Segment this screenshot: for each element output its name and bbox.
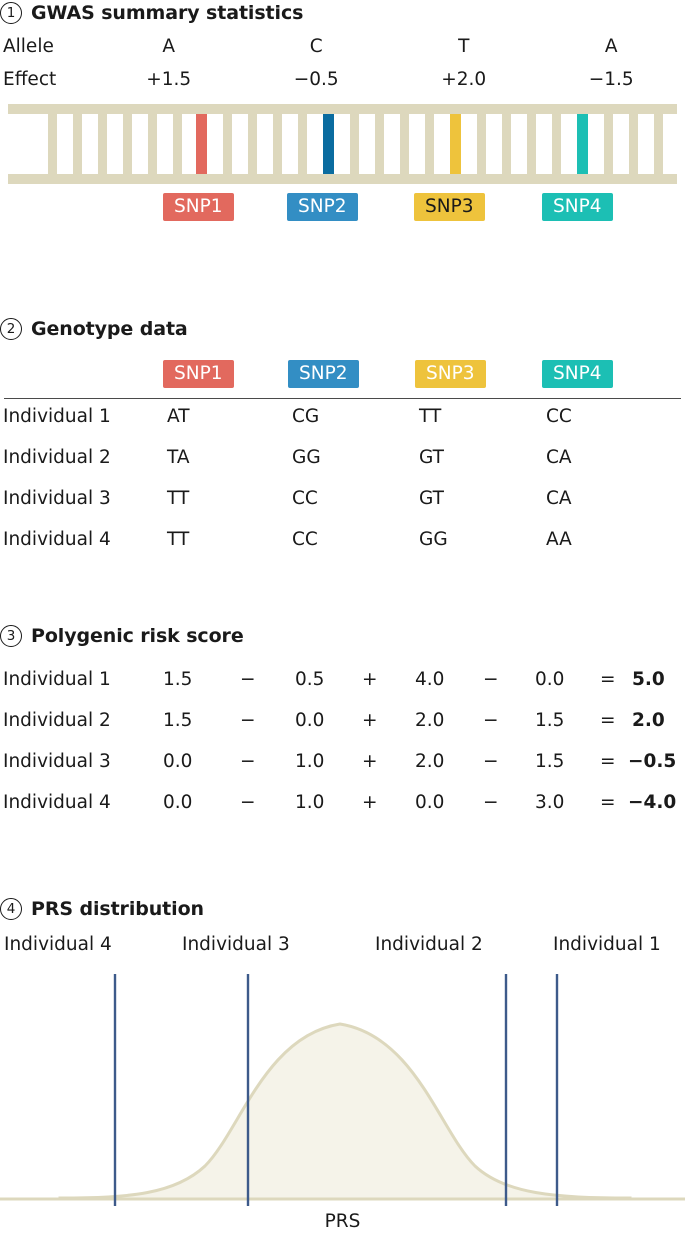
distribution-marker-label: Individual 1 — [553, 934, 661, 955]
prs-row — [0, 784, 685, 825]
dna-rung — [73, 114, 82, 174]
distribution-marker-label: Individual 3 — [182, 934, 290, 955]
dna-rung-snp3 — [450, 114, 461, 174]
allele-row-label: Allele — [3, 36, 54, 57]
section-2-header — [0, 318, 685, 340]
row-label: Individual 1 — [3, 406, 111, 427]
column-header-snp1: SNP1 — [163, 360, 234, 388]
distribution-marker-label: Individual 2 — [375, 934, 483, 955]
section-genotype-data — [0, 318, 685, 563]
dna-rung — [629, 114, 638, 174]
dna-rung — [223, 114, 232, 174]
dna-rung — [552, 114, 561, 174]
effect-value: −0.5 — [293, 69, 339, 90]
prs-term: 4.0 — [415, 669, 445, 690]
genotype-cell: TT — [419, 406, 442, 427]
x-axis-label: PRS — [324, 1211, 361, 1232]
density-curve — [60, 1024, 630, 1199]
row-label: Individual 1 — [3, 669, 111, 690]
column-header-snp2: SNP2 — [288, 360, 359, 388]
allele-value: C — [309, 36, 323, 57]
row-label: Individual 2 — [3, 447, 111, 468]
genotype-cell: TT — [167, 529, 190, 550]
dna-rung-snp4 — [577, 114, 588, 174]
prs-term: 2.0 — [415, 751, 445, 772]
dna-rung — [148, 114, 157, 174]
prs-term: 0.0 — [535, 669, 565, 690]
prs-term: 1.5 — [535, 751, 565, 772]
effect-value: +2.0 — [441, 69, 487, 90]
genotype-cell: TT — [167, 488, 190, 509]
prs-equals: = — [600, 669, 616, 690]
dna-backbone-top — [8, 104, 677, 114]
prs-term: 1.5 — [535, 710, 565, 731]
section-1-title: GWAS summary statistics — [31, 2, 304, 24]
dna-rung — [248, 114, 257, 174]
prs-operator: + — [362, 792, 378, 813]
allele-value: A — [604, 36, 618, 57]
dna-rung — [173, 114, 182, 174]
prs-operator: − — [240, 792, 256, 813]
genotype-table-header — [0, 360, 685, 392]
effect-value: −1.5 — [588, 69, 634, 90]
prs-row — [0, 743, 685, 784]
snp-tag-snp4: SNP4 — [542, 193, 613, 221]
dna-rung — [527, 114, 536, 174]
prs-equals: = — [600, 751, 616, 772]
genotype-cell: AA — [546, 529, 572, 550]
prs-term: 0.5 — [295, 669, 325, 690]
prs-equals: = — [600, 792, 616, 813]
table-row — [0, 481, 685, 522]
prs-operator: − — [240, 669, 256, 690]
prs-term: 0.0 — [163, 792, 193, 813]
genotype-cell: CC — [546, 406, 572, 427]
dna-rung — [273, 114, 282, 174]
prs-total: 2.0 — [632, 710, 665, 731]
prs-operator: + — [362, 710, 378, 731]
genotype-cell: CA — [546, 488, 572, 509]
section-number-2: 2 — [0, 318, 22, 340]
section-3-header — [0, 625, 685, 647]
prs-term: 2.0 — [415, 710, 445, 731]
dna-rung — [123, 114, 132, 174]
prs-term: 0.0 — [163, 751, 193, 772]
dna-rung — [48, 114, 57, 174]
dna-rung — [400, 114, 409, 174]
dna-rung — [654, 114, 663, 174]
section-4-header — [0, 898, 685, 920]
dna-rung — [502, 114, 511, 174]
prs-term: 1.0 — [295, 792, 325, 813]
prs-distribution-chart — [0, 934, 685, 1234]
prs-term: 3.0 — [535, 792, 565, 813]
prs-operator: − — [483, 751, 499, 772]
row-label: Individual 3 — [3, 751, 111, 772]
table-row — [0, 522, 685, 563]
section-2-title: Genotype data — [31, 318, 188, 340]
genotype-cell: CG — [292, 406, 320, 427]
column-header-snp3: SNP3 — [415, 360, 486, 388]
genotype-cell: GG — [419, 529, 448, 550]
genotype-cell: GG — [292, 447, 321, 468]
table-row — [0, 399, 685, 440]
row-label: Individual 4 — [3, 529, 111, 550]
prs-term: 0.0 — [415, 792, 445, 813]
prs-operator: − — [240, 710, 256, 731]
prs-row — [0, 702, 685, 743]
prs-term: 1.5 — [163, 669, 193, 690]
row-label: Individual 2 — [3, 710, 111, 731]
effect-row — [0, 69, 685, 90]
genotype-cell: CA — [546, 447, 572, 468]
dna-rung — [375, 114, 384, 174]
section-4-title: PRS distribution — [31, 898, 204, 920]
snp-tag-row — [0, 193, 685, 227]
table-row — [0, 440, 685, 481]
prs-operator: + — [362, 751, 378, 772]
prs-term: 1.0 — [295, 751, 325, 772]
genotype-cell: GT — [419, 488, 444, 509]
allele-row — [0, 36, 685, 57]
prs-total: 5.0 — [632, 669, 665, 690]
section-number-1: 1 — [0, 2, 22, 24]
prs-total: −0.5 — [628, 751, 677, 772]
prs-term: 0.0 — [295, 710, 325, 731]
snp-tag-snp1: SNP1 — [163, 193, 234, 221]
section-number-3: 3 — [0, 625, 22, 647]
section-3-title: Polygenic risk score — [31, 625, 244, 647]
genotype-cell: CC — [292, 529, 318, 550]
dna-rung — [604, 114, 613, 174]
column-header-snp4: SNP4 — [542, 360, 613, 388]
prs-equals: = — [600, 710, 616, 731]
distribution-marker-label: Individual 4 — [4, 934, 112, 955]
effect-value: +1.5 — [146, 69, 192, 90]
section-gwas-summary — [0, 2, 685, 227]
effect-row-label: Effect — [3, 69, 57, 90]
section-polygenic-risk-score — [0, 625, 685, 825]
row-label: Individual 3 — [3, 488, 111, 509]
prs-operator: + — [362, 669, 378, 690]
prs-operator: − — [483, 792, 499, 813]
snp-tag-snp3: SNP3 — [414, 193, 485, 221]
genotype-cell: GT — [419, 447, 444, 468]
section-1-header — [0, 2, 685, 24]
allele-value: A — [162, 36, 176, 57]
prs-term: 1.5 — [163, 710, 193, 731]
prs-total: −4.0 — [628, 792, 677, 813]
dna-strip-diagram — [0, 104, 685, 184]
dna-rung — [350, 114, 359, 174]
section-number-4: 4 — [0, 898, 22, 920]
section-prs-distribution — [0, 898, 685, 1234]
prs-row — [0, 661, 685, 702]
dna-rung-snp1 — [196, 114, 207, 174]
dna-rung — [298, 114, 307, 174]
genotype-cell: TA — [167, 447, 190, 468]
genotype-cell: CC — [292, 488, 318, 509]
dna-backbone-bottom — [8, 174, 677, 184]
prs-operator: − — [240, 751, 256, 772]
dna-rung — [477, 114, 486, 174]
dna-rung-snp2 — [323, 114, 334, 174]
dna-rung — [425, 114, 434, 174]
allele-value: T — [458, 36, 470, 57]
prs-operator: − — [483, 669, 499, 690]
distribution-curve-svg — [0, 966, 685, 1206]
snp-tag-snp2: SNP2 — [287, 193, 358, 221]
dna-rung — [98, 114, 107, 174]
prs-operator: − — [483, 710, 499, 731]
genotype-cell: AT — [167, 406, 190, 427]
row-label: Individual 4 — [3, 792, 111, 813]
